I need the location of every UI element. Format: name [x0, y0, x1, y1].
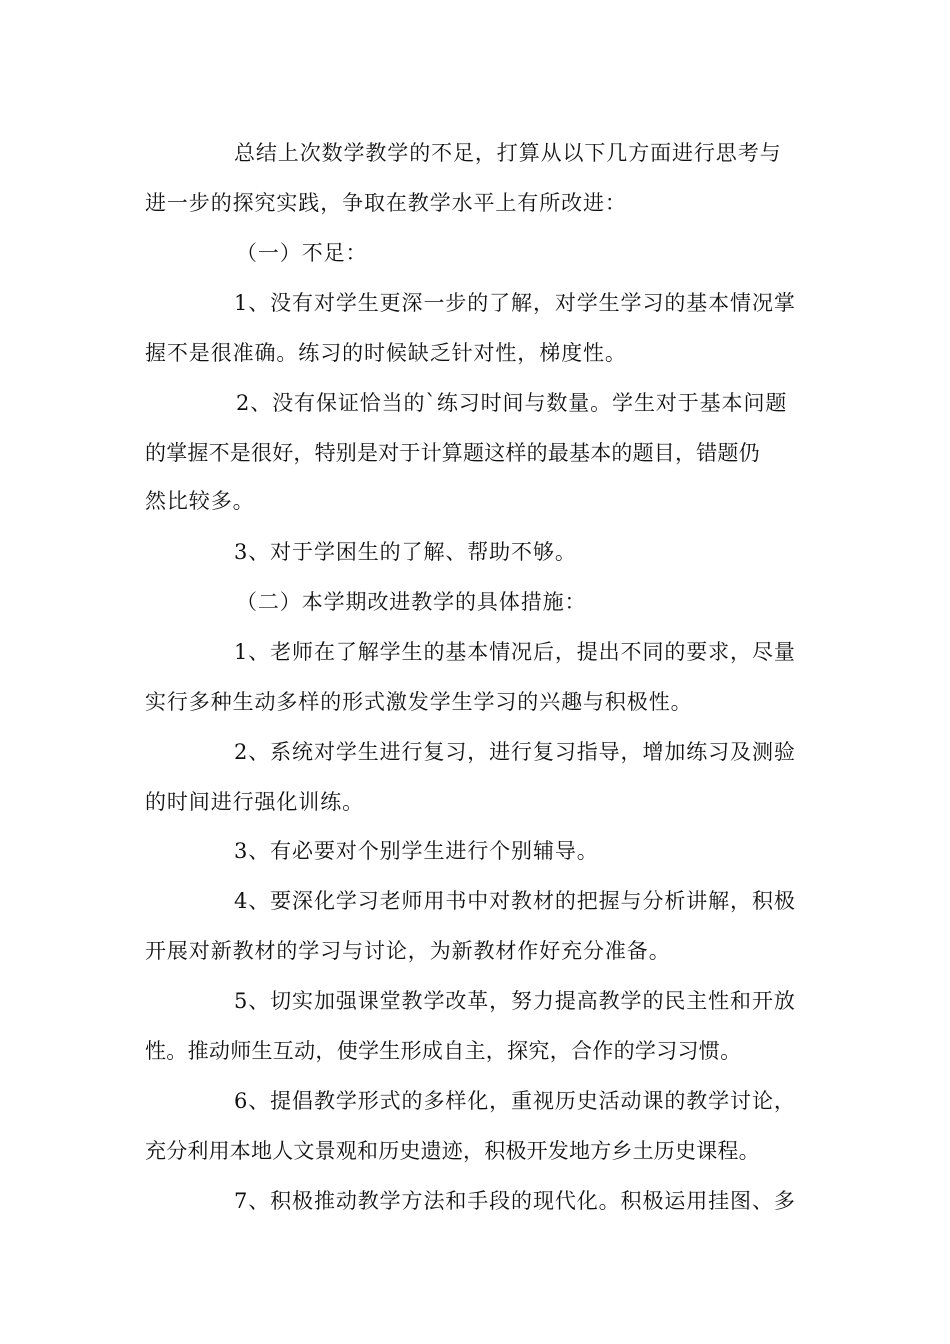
measure-3: 3、有必要对个别学生进行个别辅导。: [234, 839, 599, 863]
measure-4-line-2: 开展对新教材的学习与讨论，为新教材作好充分准备。: [145, 939, 671, 963]
measure-6-line-2: 充分利用本地人文景观和历史遗迹，积极开发地方乡土历史课程。: [145, 1139, 760, 1163]
measure-1-line-1: 1、老师在了解学生的基本情况后，提出不同的要求，尽量: [234, 640, 796, 664]
paragraph-intro-line-1: 总结上次数学教学的不足，打算从以下几方面进行思考与: [234, 141, 782, 165]
shortcoming-3: 3、对于学困生的了解、帮助不够。: [234, 540, 577, 564]
shortcoming-1-line-1: 1、没有对学生更深一步的了解，对学生学习的基本情况掌: [234, 291, 796, 315]
shortcoming-2-line-2: 的掌握不是很好，特别是对于计算题这样的最基本的题目，错题仍: [145, 441, 760, 465]
measure-2-line-2: 的时间进行强化训练。: [145, 790, 364, 814]
measure-6-line-1: 6、提倡教学形式的多样化，重视历史活动课的教学讨论，: [234, 1089, 796, 1113]
section-heading-measures: （二）本学期改进教学的具体措施：: [236, 590, 587, 614]
shortcoming-1-line-2: 握不是很准确。练习的时候缺乏针对性，梯度性。: [145, 341, 627, 365]
shortcoming-2-line-1: 2、没有保证恰当的`练习时间与数量。学生对于基本问题: [236, 391, 788, 415]
measure-5-line-2: 性。推动师生互动，使学生形成自主，探究，合作的学习习惯。: [145, 1039, 742, 1063]
shortcoming-2-line-3: 然比较多。: [145, 489, 255, 513]
paragraph-intro-line-2: 进一步的探究实践，争取在教学水平上有所改进：: [145, 191, 627, 215]
measure-2-line-1: 2、系统对学生进行复习，进行复习指导，增加练习及测验: [234, 740, 796, 764]
measure-5-line-1: 5、切实加强课堂教学改革，努力提高教学的民主性和开放: [234, 989, 796, 1013]
measure-1-line-2: 实行多种生动多样的形式激发学生学习的兴趣与积极性。: [145, 690, 693, 714]
measure-7-line-1: 7、积极推动教学方法和手段的现代化。积极运用挂图、多: [234, 1189, 796, 1213]
section-heading-shortcomings: （一）不足：: [236, 241, 368, 265]
measure-4-line-1: 4、要深化学习老师用书中对教材的把握与分析讲解，积极: [234, 889, 796, 913]
